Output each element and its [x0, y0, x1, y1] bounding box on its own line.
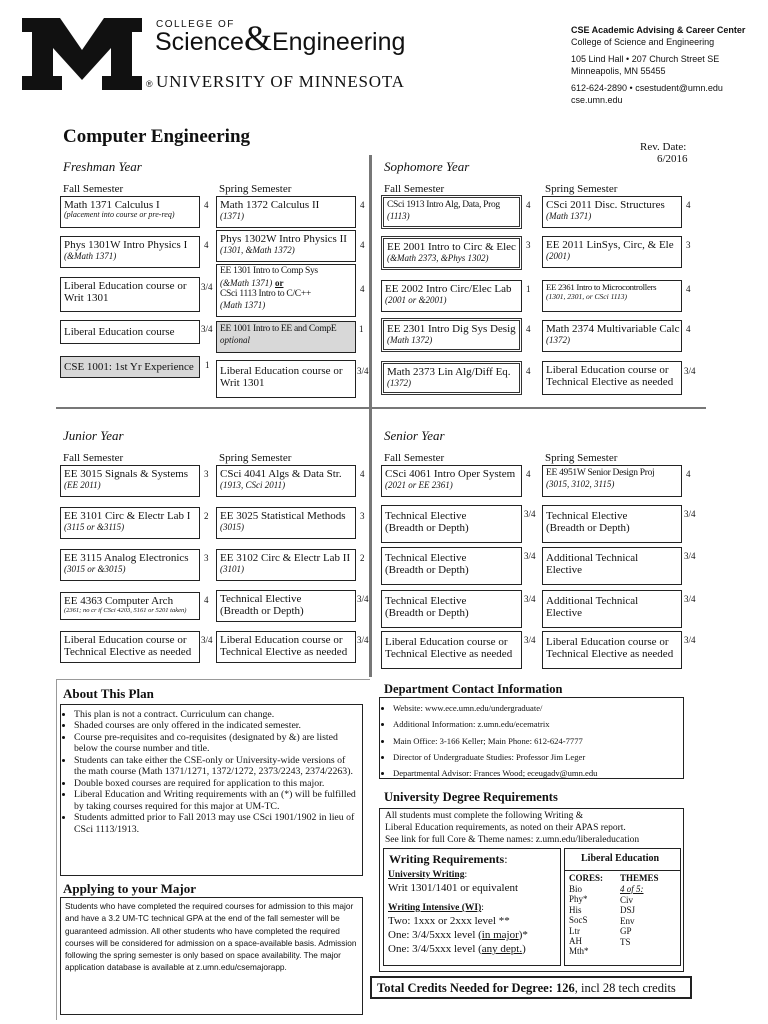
course-credits: 4 [686, 284, 691, 294]
course-credits: 1 [205, 360, 210, 370]
about-plan-item: • Students can take either the CSE-only or University-wide versions of the math course (Math 1371/1271, 1372/1272, 2373/2243, 2374/2263). [74, 755, 359, 778]
course-title: Phys 1302W Intro Physics II [220, 233, 347, 245]
course-prereq: (3115 or &3115) [64, 522, 125, 533]
course-title: Liberal Education course or Technical Elective as needed [64, 634, 192, 659]
course-box [216, 549, 356, 581]
center-divider [369, 155, 372, 677]
course-box [542, 236, 682, 268]
or-label: or [275, 277, 284, 288]
course-title: Math 1372 Calculus II [220, 199, 320, 211]
wi-line-2-suffix: )* [518, 929, 528, 941]
course-title: Liberal Education course or Technical Elective as needed [220, 634, 348, 659]
total-credits-box [370, 976, 692, 999]
core-item: Mth* [569, 946, 589, 957]
wi-label-colon: : [481, 903, 484, 913]
course-title: Technical Elective (Breadth or Depth) [220, 593, 304, 618]
course-title: EE 2001 Intro to Circ & Elec [387, 241, 516, 253]
course-title: Liberal Education course or Writ 1301 [220, 365, 343, 390]
course-credits: 3/4 [524, 594, 536, 604]
course-box [542, 631, 682, 669]
course-box [216, 360, 356, 398]
university-writing-label [388, 870, 467, 880]
contact-line-1: 612-624-2890 • csestudent@umn.edu [571, 83, 723, 93]
course-prereq: (2361; no cr if CSci 4203, 5161 or 5201 taken) [64, 607, 187, 615]
advising-center-title: CSE Academic Advising & Career Center [571, 25, 746, 35]
department-list [383, 700, 680, 782]
university-writing-text: University Writing [388, 870, 465, 880]
course-title: Additional Technical Elective [546, 595, 639, 620]
wi-line-3 [388, 943, 526, 955]
freshman-year-heading: Freshman Year [63, 159, 142, 174]
course-credits: 1 [526, 284, 531, 294]
registered-mark: ® [146, 79, 153, 89]
about-plan-item: • Shaded courses are only offered in the indicated semester. [74, 720, 359, 731]
about-plan-item: • Students admitted prior to Fall 2013 may use CSci 1901/1902 in lieu of CSci 1113/1913. [74, 812, 359, 835]
course-credits: 3 [360, 511, 365, 521]
course-credits: 3/4 [524, 635, 536, 645]
course-credits: 4 [204, 240, 209, 250]
course-prereq: (1301, &Math 1372) [220, 245, 295, 256]
engineering-word: Engineering [271, 28, 406, 56]
course-credits: 4 [360, 469, 365, 479]
course-credits: 4 [686, 200, 691, 210]
course-credits: 3 [204, 469, 209, 479]
course-prereq: (&Math 2373, &Phys 1302) [387, 253, 489, 264]
wi-line-3-emph: any dept. [481, 943, 523, 955]
advising-college: College of Science and Engineering [571, 37, 715, 47]
course-box [60, 549, 200, 581]
course-title: EE 1001 Intro to EE and CompE [220, 324, 337, 334]
wi-line-1: Two: 1xxx or 2xxx level ** [388, 915, 510, 927]
course-prereq: (Math 1372) [387, 335, 433, 346]
course-title: Additional Technical Elective [546, 552, 639, 577]
course-title: CSE 1001: 1st Yr Experience [64, 360, 194, 373]
writing-req-title [389, 852, 508, 867]
course-box [60, 236, 200, 268]
course-prereq: (3015) [220, 522, 244, 533]
course-box [216, 264, 356, 317]
theme-item: DSJ [620, 905, 636, 916]
department-item: • Main Office: 3-166 Keller; Main Phone: 612-624-7777 [393, 733, 680, 749]
course-box-required [381, 236, 522, 270]
course-title: Technical Elective (Breadth or Depth) [546, 510, 630, 535]
course-box-shaded [216, 321, 356, 353]
wi-line-2 [388, 929, 528, 941]
course-title: Technical Elective (Breadth or Depth) [385, 552, 469, 577]
total-credits-label: Total Credits Needed for Degree: [377, 981, 553, 995]
course-box [381, 631, 522, 669]
course-box [381, 465, 522, 497]
address-line-1: 105 Lind Hall • 207 Church Street SE [571, 54, 720, 64]
course-title: Technical Elective (Breadth or Depth) [385, 510, 469, 535]
course-credits: 3/4 [684, 551, 696, 561]
course-box [216, 465, 356, 497]
course-title: EE 3025 Statistical Methods [220, 510, 346, 522]
course-credits: 3/4 [684, 366, 696, 376]
university-req-heading: University Degree Requirements [384, 790, 558, 804]
department-item: • Website: www.ece.umn.edu/undergraduate/ [393, 700, 680, 716]
jr-spring-heading: Spring Semester [219, 452, 292, 464]
fr-spring-heading: Spring Semester [219, 183, 292, 195]
core-item: Phy* [569, 894, 588, 905]
core-item: Bio [569, 884, 583, 894]
wi-label [388, 903, 484, 913]
course-prereq: (1113) [387, 210, 410, 221]
theme-item: Civ [620, 895, 634, 905]
department-heading: Department Contact Information [384, 682, 563, 696]
junior-year-heading: Junior Year [63, 428, 124, 443]
course-credits: 4 [686, 324, 691, 334]
course-title: EE 2361 Intro to Microcontrollers [546, 282, 657, 292]
course-credits: 4 [360, 284, 365, 294]
theme-item: GP [620, 926, 632, 937]
course-credits: 4 [686, 469, 691, 479]
department-item: • Departmental Advisor: Frances Wood; eceugadv@umn.edu [393, 765, 680, 781]
about-plan-box [60, 704, 363, 876]
course-credits: 3/4 [357, 594, 369, 604]
contact-line-2: cse.umn.edu [571, 95, 623, 105]
core-item: Ltr [569, 925, 580, 936]
course-title: EE 3015 Signals & Systems [64, 468, 189, 480]
course-prereq: (1913, CSci 2011) [220, 480, 286, 491]
wi-line-2-emph: in major [481, 929, 519, 941]
course-credits: 4 [526, 324, 531, 334]
course-title: Liberal Education course [64, 325, 175, 338]
so-spring-heading: Spring Semester [545, 183, 618, 195]
science-word: Science [155, 28, 244, 56]
req-intro-3: See link for full Core & Theme names: z.umn.edu/liberaleducation [385, 835, 640, 845]
cores-list [569, 884, 589, 957]
course-credits: 2 [204, 511, 209, 521]
about-plan-item: • This plan is not a contract. Curriculum can change. [74, 709, 359, 720]
theme-item: TS [620, 936, 631, 947]
total-credits-value: 126 [556, 981, 575, 995]
about-plan-list [64, 709, 359, 835]
course-title: EE 3115 Analog Electronics [64, 552, 189, 564]
course-credits: 4 [204, 595, 209, 605]
course-credits: 3/4 [684, 594, 696, 604]
course-box [381, 590, 522, 628]
course-box [216, 590, 356, 622]
course-box [60, 320, 200, 344]
course-credits: 4 [360, 200, 365, 210]
course-box [381, 547, 522, 585]
university-name: UNIVERSITY OF MINNESOTA [156, 72, 405, 91]
course-box [381, 505, 522, 543]
course-prereq: (2021 or EE 2361) [385, 480, 453, 491]
course-credits: 4 [526, 366, 531, 376]
sr-spring-heading: Spring Semester [545, 452, 618, 464]
department-box [379, 697, 684, 779]
course-prereq: (3015, 3102, 3115) [546, 478, 615, 489]
rev-date-value: 6/2016 [657, 153, 688, 165]
wi-line-2-prefix: One: 3/4/5xxx level ( [388, 929, 482, 941]
jr-fall-heading: Fall Semester [63, 452, 124, 464]
course-credits: 2 [360, 553, 365, 563]
course-prereq-alt: (Math 1371) [220, 299, 266, 310]
course-prereq: (3015 or &3015) [64, 564, 126, 575]
course-box [216, 230, 356, 262]
course-credits: 4 [360, 240, 365, 250]
course-prereq: (2001 or &2001) [385, 295, 447, 306]
about-plan-item: • Liberal Education and Writing requirements with an (*) will be fulfilled by taking courses required for this major at UM-TC. [74, 789, 359, 812]
course-credits: 3/4 [357, 635, 369, 645]
sophomore-year-heading: Sophomore Year [384, 159, 470, 174]
applying-text: Students who have completed the required courses for admission to this major and have a 3.2 UM-TC technical GPA at the end of the fall semester will be guaranteed admission. All other students who have completed the required courses will be considered for admission on a space-available basis. Admission following the spring semester is only based on space availability. The major application database is available at z.umn.edu/csemajorapp. [60, 897, 363, 1015]
course-credits: 4 [526, 200, 531, 210]
course-credits: 3/4 [201, 324, 213, 334]
course-title: Liberal Education course or Technical Elective as needed [546, 364, 674, 389]
course-credits: 3/4 [524, 509, 536, 519]
rev-date-label: Rev. Date: [640, 141, 687, 153]
course-prereq: (1371) [220, 211, 244, 222]
req-intro-2: Liberal Education requirements, as noted on their APAS report. [385, 823, 626, 833]
course-box [542, 361, 682, 395]
core-item: SocS [569, 915, 588, 926]
page-title: Computer Engineering [63, 126, 251, 147]
course-title: Liberal Education course or Technical Elective as needed [546, 636, 674, 661]
course-box [216, 196, 356, 228]
themes-list [620, 895, 635, 947]
sr-fall-heading: Fall Semester [384, 452, 445, 464]
course-title: EE 2011 LinSys, Circ, & Ele [546, 239, 674, 251]
course-title: Liberal Education course or Writ 1301 [64, 280, 187, 305]
about-plan-heading: About This Plan [63, 686, 154, 701]
req-intro-1: All students must complete the following Writing & [385, 811, 584, 821]
course-prereq: (Math 1371) [546, 211, 592, 222]
writing-req-colon: : [504, 852, 508, 866]
course-box [542, 465, 682, 497]
wi-line-3-prefix: One: 3/4/5xxx level ( [388, 943, 482, 955]
course-credits: 3/4 [684, 635, 696, 645]
ampersand-mark: & [243, 18, 272, 58]
so-fall-heading: Fall Semester [384, 183, 445, 195]
course-credits: 3/4 [524, 551, 536, 561]
course-title: CSci 4061 Intro Oper System [385, 468, 516, 480]
college-of-label: COLLEGE OF [156, 19, 235, 30]
course-title: Math 2373 Lin Alg/Diff Eq. [387, 366, 511, 378]
course-prereq: optional [220, 334, 251, 345]
course-prereq: (3101) [220, 564, 244, 575]
course-box [542, 196, 682, 228]
course-title-alt: CSci 1113 Intro to C/C++ [220, 288, 311, 299]
course-box [542, 320, 682, 352]
course-prereq: (2001) [546, 251, 570, 262]
writing-req-title-text: Writing Requirements [389, 852, 505, 866]
course-box [381, 280, 522, 312]
course-box-shaded [60, 356, 200, 378]
course-prereq: (1301, 2301, or CSci 1113) [546, 291, 627, 301]
department-item: • Director of Undergraduate Studies: Professor Jim Leger [393, 749, 680, 765]
course-title: EE 1301 Intro to Comp Sys [220, 266, 318, 276]
course-box [60, 277, 200, 312]
wi-line-3-suffix: ) [522, 943, 526, 955]
course-prereq: (placement into course or pre-req) [64, 210, 175, 220]
fr-fall-heading: Fall Semester [63, 183, 124, 195]
course-box [216, 631, 356, 663]
middle-divider [56, 407, 706, 409]
course-box [216, 507, 356, 539]
course-box-required [381, 318, 522, 352]
course-box [60, 507, 200, 539]
course-credits: 4 [204, 200, 209, 210]
course-credits: 3 [686, 240, 691, 250]
themes-label: THEMES [620, 873, 659, 883]
course-credits: 4 [526, 469, 531, 479]
applying-heading: Applying to your Major [63, 881, 197, 896]
course-prereq: (1372) [387, 378, 411, 389]
course-title: CSci 4041 Algs & Data Str. [220, 468, 342, 480]
course-credits: 3 [526, 240, 531, 250]
course-credits: 3/4 [201, 635, 213, 645]
cores-label: CORES: [569, 873, 604, 883]
course-credits: 3/4 [684, 509, 696, 519]
course-box-required [381, 361, 522, 395]
course-box [60, 196, 200, 228]
about-plan-item: • Course pre-requisites and co-requisites (designated by &) are listed below the course number and title. [74, 732, 359, 755]
theme-item: Env [620, 915, 635, 926]
course-title: Liberal Education course or Technical Elective as needed [385, 636, 513, 661]
course-box [542, 547, 682, 585]
senior-year-heading: Senior Year [384, 428, 445, 443]
course-title: CSci 2011 Disc. Structures [546, 199, 665, 211]
course-credits: 3 [204, 553, 209, 563]
libed-divider [564, 870, 681, 871]
course-title: Phys 1301W Intro Physics I [64, 239, 188, 251]
core-item: AH [569, 936, 582, 947]
university-writing-value: Writ 1301/1401 or equivalent [388, 882, 519, 894]
course-title: Math 2374 Multivariable Calc [546, 323, 680, 335]
themes-sub: 4 of 5: [620, 884, 644, 894]
total-credits-suffix: , incl 28 tech credits [574, 981, 676, 995]
course-title: EE 2301 Intro Dig Sys Desig [387, 323, 516, 335]
course-box [542, 590, 682, 628]
course-prereq: (1372) [546, 335, 570, 346]
course-title: CSci 1913 Intro Alg, Data, Prog [387, 200, 500, 210]
course-title: EE 4951W Senior Design Proj [546, 468, 655, 478]
course-box-required [381, 195, 522, 229]
about-plan-item: • Double boxed courses are required for application to this major. [74, 778, 359, 789]
umn-m-logo [22, 18, 142, 90]
course-credits: 1 [359, 324, 364, 334]
course-prereq: (&Math 1371) [64, 251, 117, 262]
department-item: • Additional Information: z.umn.edu/ecematrix [393, 716, 680, 732]
address-line-2: Minneapolis, MN 55455 [571, 66, 666, 76]
core-item: His [569, 904, 582, 915]
course-title: Math 1371 Calculus I [64, 199, 160, 211]
wi-label-text: Writing Intensive (WI) [388, 903, 482, 913]
course-credits: 3/4 [357, 366, 369, 376]
course-prereq: (&Math 1371) [220, 277, 273, 288]
course-title: EE 4363 Computer Arch [64, 595, 174, 607]
course-box [60, 465, 200, 497]
course-box [60, 592, 200, 620]
university-writing-colon: : [464, 870, 468, 880]
libed-title: Liberal Education [581, 853, 660, 864]
course-box [542, 505, 682, 543]
course-title: EE 2002 Intro Circ/Elec Lab [385, 283, 512, 295]
course-title: EE 3102 Circ & Electr Lab II [220, 552, 351, 564]
course-title: EE 3101 Circ & Electr Lab I [64, 510, 191, 522]
course-title: Technical Elective (Breadth or Depth) [385, 595, 469, 620]
course-credits: 3/4 [201, 282, 213, 292]
course-box [542, 280, 682, 312]
course-prereq: (EE 2011) [64, 480, 101, 491]
course-box [60, 631, 200, 663]
